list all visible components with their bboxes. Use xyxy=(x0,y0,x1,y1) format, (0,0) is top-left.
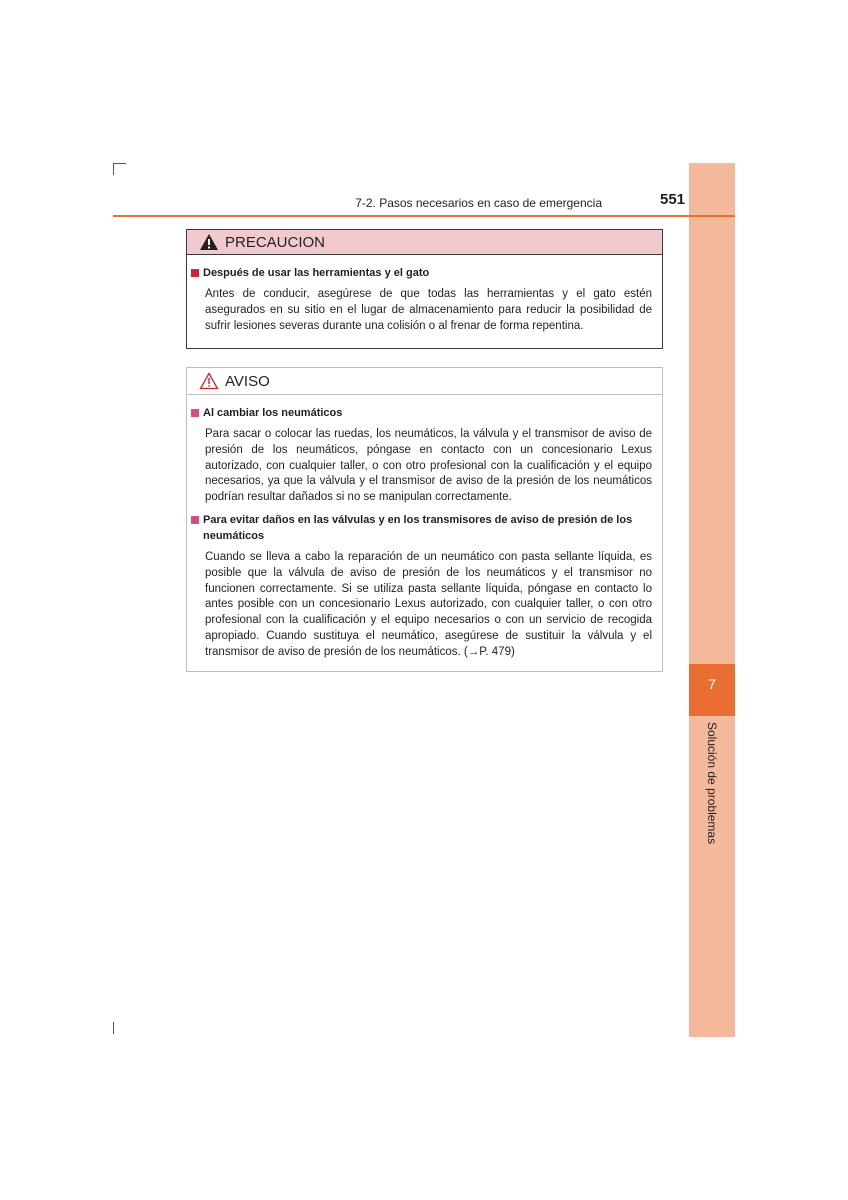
caution-header xyxy=(187,230,662,255)
notice-item-heading xyxy=(191,512,652,544)
warning-outline-icon xyxy=(199,372,219,390)
caution-heading-text: Después de usar las herramientas y el gato xyxy=(203,267,430,279)
notice-item-heading xyxy=(191,405,652,421)
chapter-tab[interactable] xyxy=(689,664,735,716)
notice-title: AVISO xyxy=(225,372,270,390)
notice-box xyxy=(186,367,663,672)
caution-item-heading xyxy=(191,265,652,281)
notice-heading-text: Al cambiar los neumáticos xyxy=(203,407,343,419)
crop-mark-bottom-vertical xyxy=(113,1022,114,1034)
square-bullet-icon xyxy=(191,516,199,524)
crop-mark-top-vertical xyxy=(113,163,114,175)
caution-title: PRECAUCION xyxy=(225,233,326,251)
notice-item-text: Para sacar o colocar las ruedas, los neumáticos, la válvula y el transmisor de aviso de presión de los neumáticos, póngase en contacto con un concesionario Lexus autorizado, con cualquier taller, o con otro profesional con la cualificación y el equipo necesarios, ya que la válvula y el transmisor de aviso de la presión de los neumáticos podrían resultar dañados si no se manipulan correctamente. xyxy=(205,428,652,504)
square-bullet-icon xyxy=(191,269,199,277)
chapter-number: 7 xyxy=(708,676,716,692)
crop-mark-top-horizontal xyxy=(113,163,126,164)
notice-header xyxy=(187,368,662,395)
warning-icon xyxy=(199,233,219,251)
chapter-sidebar xyxy=(689,163,735,1037)
chapter-label: Solución de problemas xyxy=(705,722,719,845)
notice-item-text: Cuando se lleva a cabo la reparación de un neumático con pasta sellante líquida, es posible que la válvula de aviso de presión de los neumáticos y el transmisor no funcionen correctamente. Si se utiliza pasta sellante líquida, póngase en contacto lo antes posible con un concesionario Lexus autorizado, con cualquier taller, o con otro profesional con la cualificación y el equipo necesarios o con un servicio de recogida apropiado. Cuando sustituya el neumático, asegúrese de sustituir la válvula y el transmisor de aviso de presión de los neumáticos. (→P. 479) xyxy=(205,550,652,658)
notice-heading-text: Para evitar daños en las válvulas y en los transmisores de aviso de presión de los neumáticos xyxy=(203,513,633,542)
header-rule xyxy=(113,215,735,217)
section-title: 7-2. Pasos necesarios en caso de emergencia xyxy=(355,196,602,210)
caution-item-text: Antes de conducir, asegúrese de que todas las herramientas y el gato estén asegurados en su sitio en el lugar de almacenamiento para reducir la posibilidad de sufrir lesiones severas durante una colisión o al frenar de forma repentina. xyxy=(205,288,652,332)
page-number: 551 xyxy=(660,191,686,208)
square-bullet-icon xyxy=(191,409,199,417)
caution-box xyxy=(186,229,663,349)
